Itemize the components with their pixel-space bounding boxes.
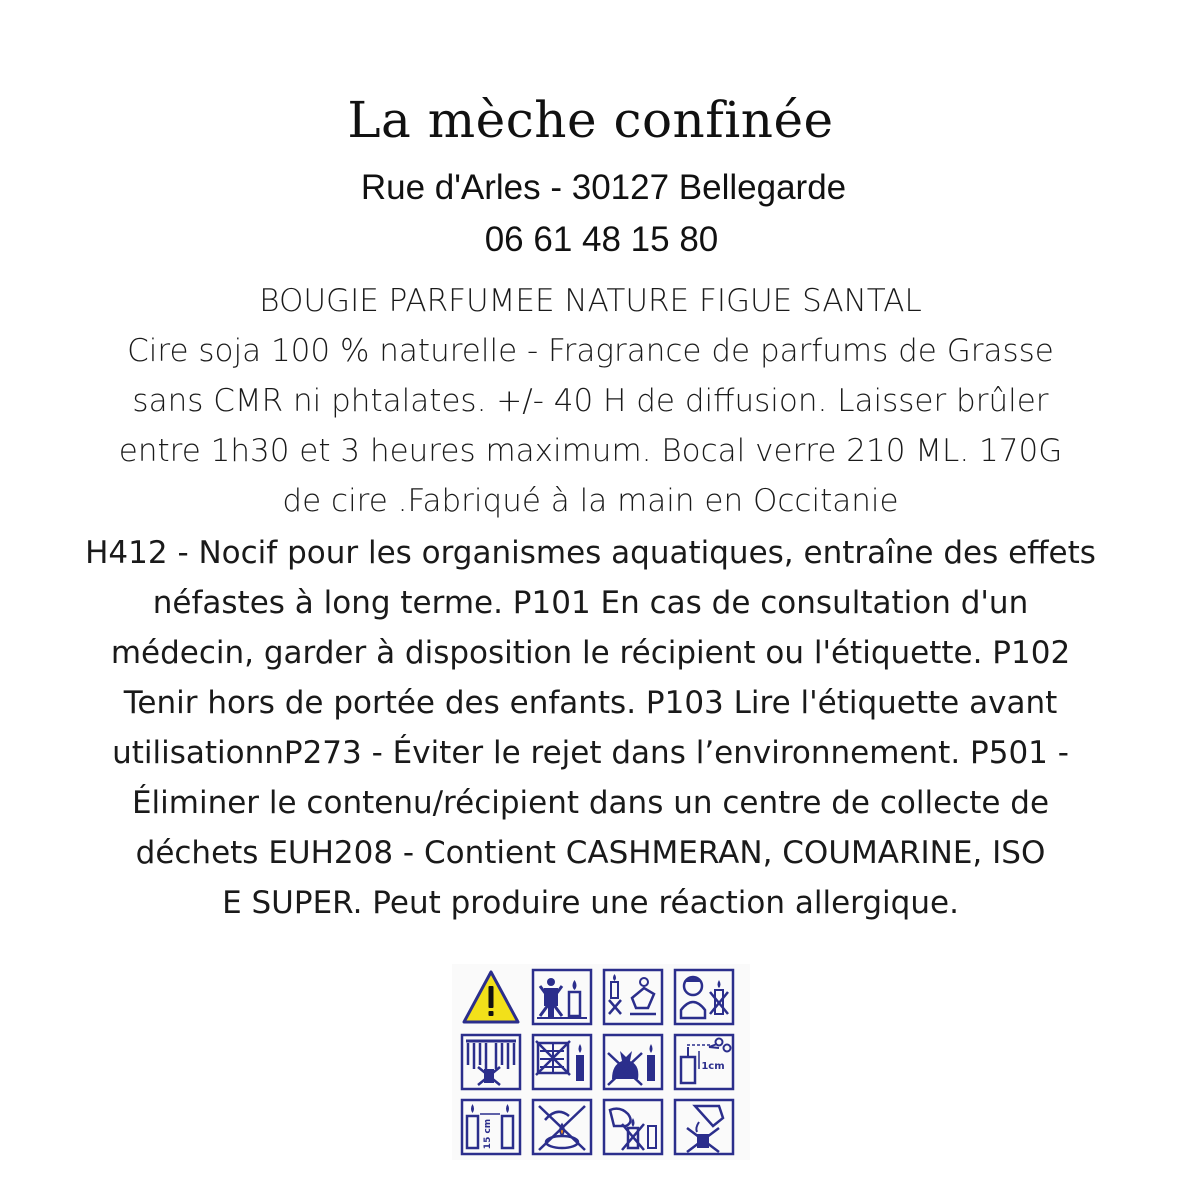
no-water-extinguish-icon [673,1098,735,1156]
hazard-line: Éliminer le contenu/récipient dans un centre de collecte de [131,785,1050,821]
product-line: entre 1h30 et 3 heures maximum. Bocal verre 210 ML. 170G [118,433,1063,469]
no-unattended-candle-icon [531,968,593,1026]
no-moving-lit-candle-icon [531,1098,593,1156]
hazard-line: H412 - Nocif pour les organismes aquatiques, entraîne des effets [85,535,1096,571]
trim-wick-icon [673,1033,735,1091]
keep-away-from-curtains-icon [460,1033,522,1091]
product-line: Cire soja 100 % naturelle - Fragrance de parfums de Grasse [127,333,1054,369]
safety-pictograms [452,964,750,1160]
warning-triangle-icon [460,968,522,1026]
product-description [40,276,1141,526]
no-blowing-out-icon [602,1098,664,1156]
brand-title: La mèche confinée [347,91,834,149]
phone-number: 06 61 48 15 80 [484,220,719,259]
keep-away-from-children-icon [673,968,735,1026]
keep-away-from-pets-icon [602,1033,664,1091]
product-line: de cire .Fabriqué à la main en Occitanie [282,483,899,519]
hazard-line: Tenir hors de portée des enfants. P103 Lire l'étiquette avant [123,685,1058,721]
keep-away-from-drafts-icon [531,1033,593,1091]
shop-address: Rue d'Arles - 30127 Bellegarde [360,168,847,207]
no-sleeping-near-candle-icon [602,968,664,1026]
hazard-statements [20,528,1161,928]
spacing-label: 15 cm [483,1118,493,1150]
hazard-line: utilisationnP273 - Éviter le rejet dans l’environnement. P501 - [112,735,1069,771]
space-candles-apart-icon [460,1098,522,1156]
product-line: sans CMR ni phtalates. +/- 40 H de diffusion. Laisser brûler [132,383,1049,419]
hazard-line: E SUPER. Peut produire une réaction allergique. [222,885,959,921]
wick-length-label: 1cm [701,1061,725,1072]
hazard-line: médecin, garder à disposition le récipient ou l'étiquette. P102 [110,635,1071,671]
product-line: BOUGIE PARFUMEE NATURE FIGUE SANTAL [259,283,922,319]
hazard-line: néfastes à long terme. P101 En cas de consultation d'un [152,585,1029,621]
hazard-line: déchets EUH208 - Contient CASHMERAN, COUMARINE, ISO [135,835,1046,871]
